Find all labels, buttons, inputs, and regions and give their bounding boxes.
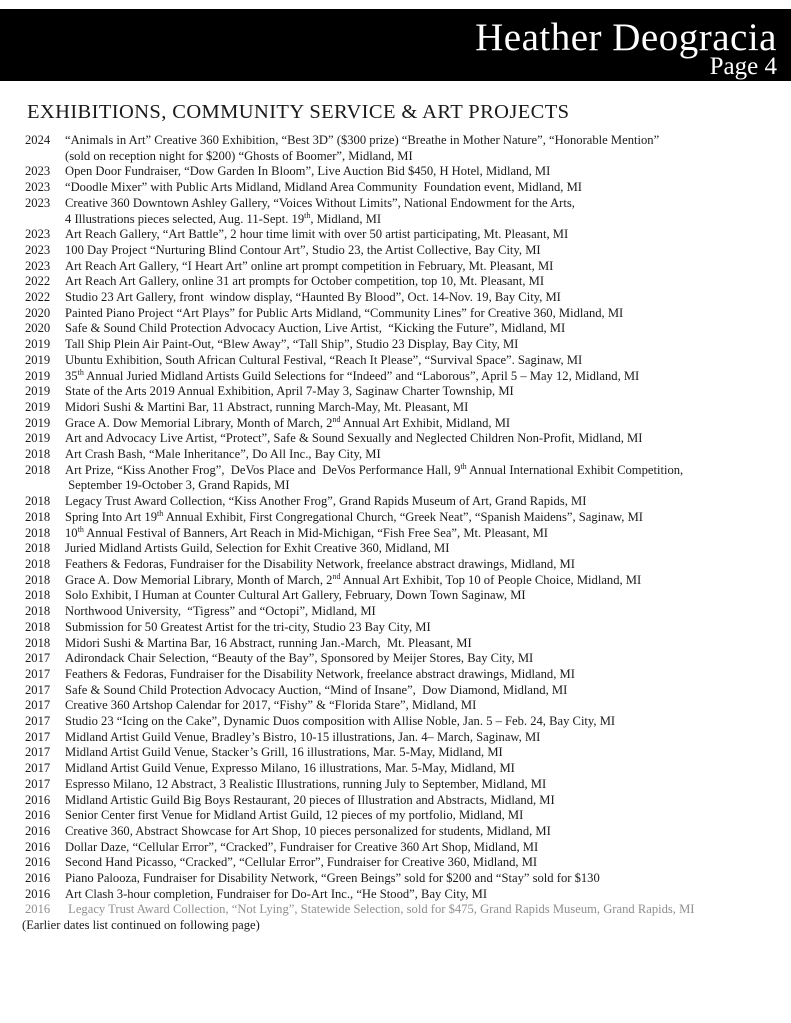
- entry-year: 2018: [25, 525, 51, 540]
- list-item: [25, 761, 783, 777]
- entry-year: 2018: [25, 509, 51, 524]
- entry-year: 2017: [25, 682, 51, 697]
- list-item: [25, 431, 783, 447]
- entry-text: 10th Annual Festival of Banners, Art Reach in Mid-Michigan, “Fish Free Sea”, Mt. Pleasant, MI: [65, 524, 548, 540]
- list-item: [25, 855, 783, 871]
- list-item: [25, 369, 783, 385]
- entry-text: “Doodle Mixer” with Public Arts Midland, Midland Area Community Foundation event, Midland, MI: [65, 180, 582, 195]
- entry-year: 2018: [25, 635, 51, 650]
- list-item: [25, 180, 783, 196]
- entry-text: Midland Artistic Guild Big Boys Restaurant, 20 pieces of Illustration and Abstracts, Midland, MI: [65, 792, 555, 807]
- entry-text: Creative 360, Abstract Showcase for Art Shop, 10 pieces personalized for students, Midland, MI: [65, 823, 551, 838]
- list-item: [25, 777, 783, 793]
- entry-year: 2017: [25, 714, 51, 729]
- entry-year: 2017: [25, 651, 51, 666]
- list-item: [25, 636, 783, 652]
- entry-text: Midori Sushi & Martini Bar, 11 Abstract, running March-May, Mt. Pleasant, MI: [65, 399, 469, 414]
- list-item: [25, 321, 783, 337]
- entry-text: Legacy Trust Award Collection, “Kiss Another Frog”, Grand Rapids Museum of Art, Grand Rapids, MI: [65, 494, 587, 509]
- list-item: [25, 463, 783, 494]
- entry-year: 2016: [25, 855, 51, 870]
- entry-text: State of the Arts 2019 Annual Exhibition, April 7-May 3, Saginaw Charter Township, MI: [65, 384, 514, 399]
- entry-year: 2018: [25, 462, 51, 477]
- entry-text: Studio 23 “Icing on the Cake”, Dynamic Duos composition with Allise Noble, Jan. 5 – Feb. 24, Bay City, MI: [65, 714, 616, 729]
- entry-text: Spring Into Art 19th Annual Exhibit, First Congregational Church, “Greek Neat”, “Spanish Maidens”, Saginaw, MI: [65, 508, 643, 524]
- entry-text: Ubuntu Exhibition, South African Cultural Festival, “Reach It Please”, “Survival Space”. Saginaw, MI: [65, 352, 583, 367]
- entry-text: 35th Annual Juried Midland Artists Guild Selections for “Indeed” and “Laborous”, April 5 – May 12, Midland, MI: [65, 367, 640, 383]
- entry-year: 2018: [25, 588, 51, 603]
- list-item: [25, 840, 783, 856]
- list-item: [25, 274, 783, 290]
- entry-text: Art and Advocacy Live Artist, “Protect”, Safe & Sound Sexually and Neglected Children Non-Profit, Midland, MI: [65, 431, 643, 446]
- entry-year: 2019: [25, 399, 51, 414]
- entry-year: 2016: [25, 823, 51, 838]
- list-item: [25, 290, 783, 306]
- list-item: [25, 416, 783, 432]
- entry-text: Dollar Daze, “Cellular Error”, “Cracked”, Fundraiser for Creative 360 Art Shop, Midland, MI: [65, 839, 539, 854]
- entry-text: Legacy Trust Award Collection, “Not Lying”, Statewide Selection, sold for $475, Grand Rapids Museum, Grand Rapids, MI: [65, 902, 695, 917]
- entry-year: 2018: [25, 447, 51, 462]
- entry-year: 2023: [25, 227, 51, 242]
- entry-year: 2017: [25, 761, 51, 776]
- entry-year: 2016: [25, 792, 51, 807]
- entry-text: Art Clash 3-hour completion, Fundraiser for Do-Art Inc., “He Stood”, Bay City, MI: [65, 886, 488, 901]
- entry-text: Midland Artist Guild Venue, Stacker’s Grill, 16 illustrations, Mar. 5-May, Midland, MI: [65, 745, 503, 760]
- list-item: [25, 902, 783, 918]
- list-item: [25, 243, 783, 259]
- entry-year: 2018: [25, 556, 51, 571]
- entry-text: Art Reach Art Gallery, online 31 art prompts for October competition, top 10, Mt. Pleasant, MI: [65, 274, 545, 289]
- entry-text: Piano Palooza, Fundraiser for Disability Network, “Green Beings” sold for $200 and “Stay” sold for $130: [65, 871, 600, 886]
- list-item: [25, 306, 783, 322]
- entry-year: 2017: [25, 729, 51, 744]
- entry-text: Grace A. Dow Memorial Library, Month of March, 2nd Annual Art Exhibit, Midland, MI: [65, 414, 511, 430]
- entry-text: Tall Ship Plein Air Paint-Out, “Blew Away”, “Tall Ship”, Studio 23 Display, Bay City, MI: [65, 337, 519, 352]
- page-content: [22, 101, 783, 934]
- entry-text: Creative 360 Artshop Calendar for 2017, “Fishy” & “Florida Stare”, Midland, MI: [65, 698, 477, 713]
- list-item: [25, 698, 783, 714]
- list-item: [25, 526, 783, 542]
- entry-year: 2017: [25, 745, 51, 760]
- entry-text: Painted Piano Project “Art Plays” for Public Arts Midland, “Community Lines” for Creative 360, Midland, MI: [65, 305, 624, 320]
- list-item: [25, 384, 783, 400]
- entry-text: Solo Exhibit, I Human at Counter Cultural Art Gallery, February, Down Town Saginaw, MI: [65, 588, 526, 603]
- entry-text: Juried Midland Artists Guild, Selection for Exhit Creative 360, Midland, MI: [65, 541, 450, 556]
- entry-year: 2016: [25, 902, 51, 917]
- list-item: [25, 683, 783, 699]
- entry-year: 2022: [25, 290, 51, 305]
- entry-text: Midori Sushi & Martina Bar, 16 Abstract, running Jan.-March, Mt. Pleasant, MI: [65, 635, 472, 650]
- entry-text: Safe & Sound Child Protection Advocacy Auction, Live Artist, “Kicking the Future”, Midland, MI: [65, 321, 566, 336]
- entry-text: Studio 23 Art Gallery, front window display, “Haunted By Blood”, Oct. 14-Nov. 19, Bay City, MI: [65, 290, 561, 305]
- entry-year: 2019: [25, 431, 51, 446]
- entry-text: Second Hand Picasso, “Cracked”, “Cellular Error”, Fundraiser for Creative 360, Midland, MI: [65, 855, 538, 870]
- entry-year: 2023: [25, 242, 51, 257]
- list-item: [25, 887, 783, 903]
- list-item: [25, 494, 783, 510]
- list-item: [25, 227, 783, 243]
- entry-text: Adirondack Chair Selection, “Beauty of the Bay”, Sponsored by Meijer Stores, Bay City, MI: [65, 651, 534, 666]
- list-item: [25, 730, 783, 746]
- exhibitions-list: [25, 133, 783, 918]
- entry-year: 2020: [25, 305, 51, 320]
- header-bar: [0, 9, 791, 81]
- entry-year: 2018: [25, 619, 51, 634]
- continuation-note: (Earlier dates list continued on following page): [22, 918, 260, 933]
- list-item: [25, 400, 783, 416]
- list-item: [25, 745, 783, 761]
- list-item: [25, 808, 783, 824]
- entry-year: 2016: [25, 808, 51, 823]
- entry-year: 2023: [25, 180, 51, 195]
- list-item: [25, 259, 783, 275]
- entry-year: 2023: [25, 195, 51, 210]
- entry-year: 2016: [25, 839, 51, 854]
- list-item: [25, 573, 783, 589]
- list-item: [25, 510, 783, 526]
- list-item: [25, 871, 783, 887]
- section-title: EXHIBITIONS, COMMUNITY SERVICE & ART PROJECTS: [27, 101, 570, 123]
- entry-text: Open Door Fundraiser, “Dow Garden In Bloom”, Live Auction Bid $450, H Hotel, Midland, MI: [65, 164, 551, 179]
- entry-year: 2016: [25, 886, 51, 901]
- entry-text: Grace A. Dow Memorial Library, Month of March, 2nd Annual Art Exhibit, Top 10 of People Choice, Midland, MI: [65, 571, 642, 587]
- list-item: [25, 604, 783, 620]
- entry-text: Feathers & Fedoras, Fundraiser for the Disability Network, freelance abstract drawings, Midland, MI: [65, 666, 575, 681]
- entry-text: Creative 360 Downtown Ashley Gallery, “Voices Without Limits”, National Endowment for the Arts, 4 Illustrations pieces selected, Aug. 11-Sept. 19th, Midland, MI: [65, 195, 575, 226]
- entry-year: 2019: [25, 368, 51, 383]
- entry-year: 2019: [25, 384, 51, 399]
- entry-text: Midland Artist Guild Venue, Bradley’s Bistro, 10-15 illustrations, Jan. 4– March, Saginaw, MI: [65, 729, 541, 744]
- entry-year: 2019: [25, 352, 51, 367]
- entry-year: 2024: [25, 133, 51, 147]
- entry-text: Submission for 50 Greatest Artist for the tri-city, Studio 23 Bay City, MI: [65, 619, 431, 634]
- list-item: [25, 620, 783, 636]
- list-item: [25, 353, 783, 369]
- list-item: [25, 651, 783, 667]
- list-item: [25, 447, 783, 463]
- entry-year: 2022: [25, 274, 51, 289]
- entry-text: Art Crash Bash, “Male Inheritance”, Do All Inc., Bay City, MI: [65, 447, 381, 462]
- list-item: [25, 793, 783, 809]
- entry-text: Safe & Sound Child Protection Advocacy Auction, “Mind of Insane”, Dow Diamond, Midland, MI: [65, 682, 568, 697]
- entry-year: 2017: [25, 666, 51, 681]
- entry-text: Feathers & Fedoras, Fundraiser for the Disability Network, freelance abstract drawings, Midland, MI: [65, 556, 575, 571]
- entry-text: Midland Artist Guild Venue, Expresso Milano, 16 illustrations, Mar. 5-May, Midland, MI: [65, 761, 515, 776]
- entry-text: “Animals in Art” Creative 360 Exhibition, “Best 3D” ($300 prize) “Breathe in Mother Nature”, “Honorable Mention” (sold on reception night for $200) “Ghosts of Boomer”, Midland, MI: [65, 133, 660, 163]
- entry-year: 2018: [25, 604, 51, 619]
- entry-year: 2018: [25, 541, 51, 556]
- list-item: [25, 164, 783, 180]
- author-name: Heather Deogracia: [475, 16, 777, 59]
- list-item: [25, 196, 783, 227]
- entry-text: Espresso Milano, 12 Abstract, 3 Realistic Illustrations, running July to September, Midland, MI: [65, 776, 547, 791]
- list-item: [25, 588, 783, 604]
- entry-year: 2020: [25, 321, 51, 336]
- page-number: Page 4: [709, 53, 777, 80]
- entry-year: 2018: [25, 572, 51, 587]
- entry-year: 2023: [25, 258, 51, 273]
- entry-text: Art Prize, “Kiss Another Frog”, DeVos Place and DeVos Performance Hall, 9th Annual International Exhibit Competition, September 19-October 3, Grand Rapids, MI: [65, 461, 684, 493]
- list-item: [25, 667, 783, 683]
- entry-text: Senior Center first Venue for Midland Artist Guild, 12 pieces of my portfolio, Midland, MI: [65, 808, 524, 823]
- entry-text: Art Reach Gallery, “Art Battle”, 2 hour time limit with over 50 artist participating, Mt. Pleasant, MI: [65, 227, 569, 242]
- list-item: [25, 337, 783, 353]
- list-item: [25, 557, 783, 573]
- entry-year: 2019: [25, 337, 51, 352]
- list-item: [25, 541, 783, 557]
- entry-year: 2016: [25, 871, 51, 886]
- entry-year: 2017: [25, 698, 51, 713]
- list-item: [25, 133, 783, 164]
- entry-year: 2018: [25, 494, 51, 509]
- entry-year: 2019: [25, 415, 51, 430]
- entry-text: 100 Day Project “Nurturing Blind Contour Art”, Studio 23, the Artist Collective, Bay City, MI: [65, 242, 541, 257]
- list-item: [25, 824, 783, 840]
- list-item: [25, 714, 783, 730]
- entry-year: 2023: [25, 164, 51, 179]
- entry-year: 2017: [25, 776, 51, 791]
- entry-text: Northwood University, “Tigress” and “Octopi”, Midland, MI: [65, 604, 376, 619]
- entry-text: Art Reach Art Gallery, “I Heart Art” online art prompt competition in February, Mt. Pleasant, MI: [65, 258, 554, 273]
